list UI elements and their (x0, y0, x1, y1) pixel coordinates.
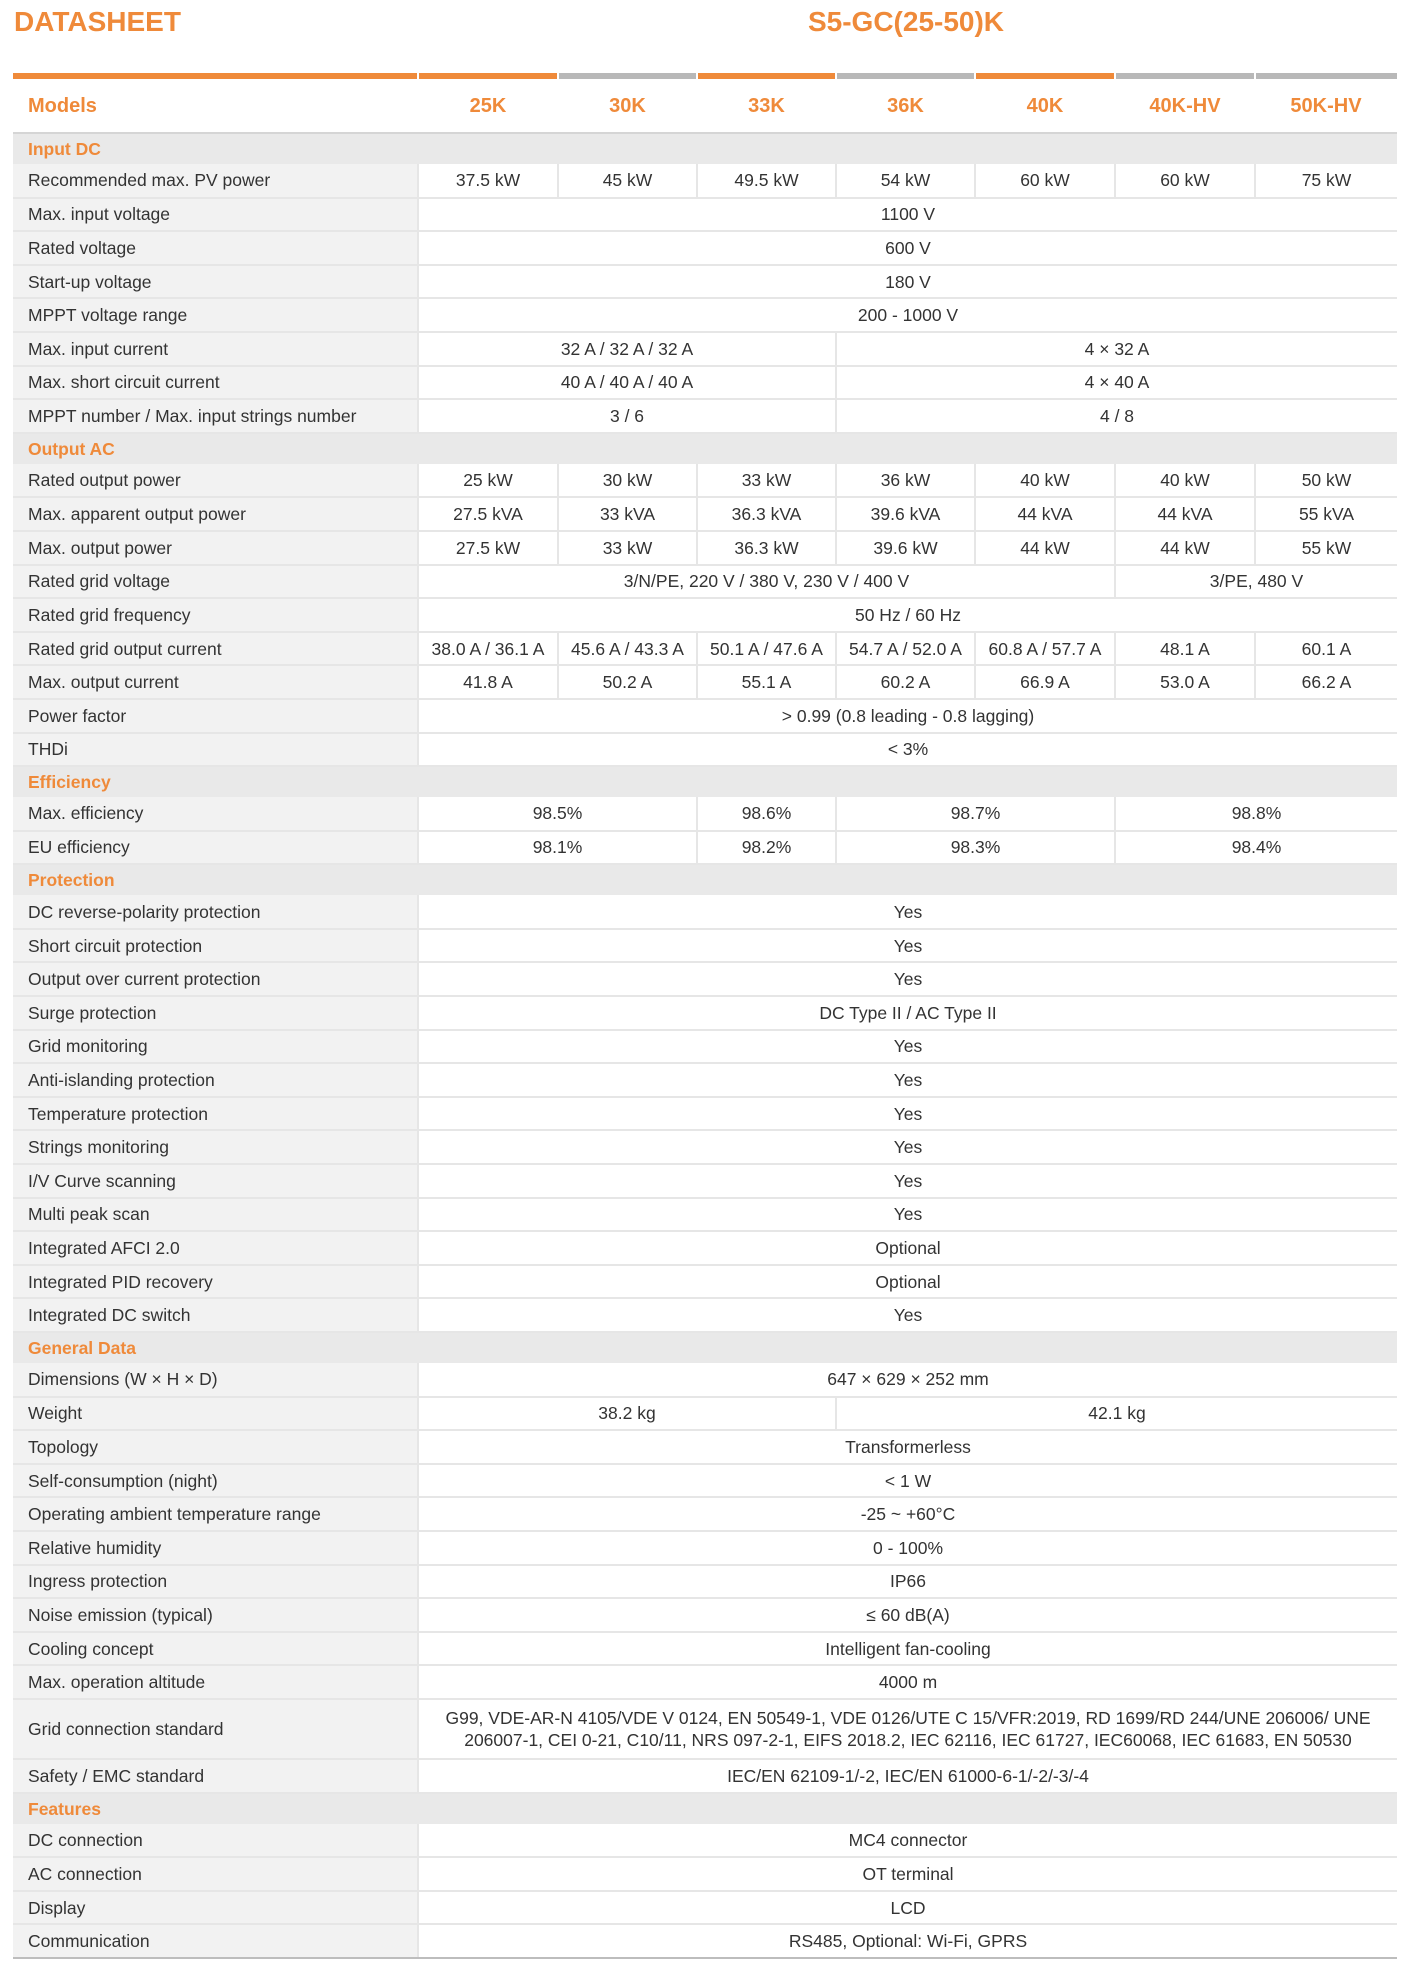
spec-value: G99, VDE-AR-N 4105/VDE V 0124, EN 50549-1, VDE 0126/UTE C 15/VFR:2019, RD 1699/RD 244/UNE 206006/ UNE 206007-1, CEI 0-21, C10/11, NRS 097-2-1, EIFS 2018.2, IEC 62116, IEC 61727, IEC60068, IEC 61683, EN 50530 (418, 1699, 1397, 1759)
spec-row-max-short-circuit-current (13, 366, 1397, 400)
spec-row-rated-grid-output-current (13, 632, 1397, 666)
spec-row-dc-connection (13, 1824, 1397, 1858)
spec-row-display (13, 1891, 1397, 1925)
spec-value: 54.7 A / 52.0 A (836, 632, 975, 666)
spec-row-rated-grid-frequency (13, 598, 1397, 632)
spec-value: 55 kW (1255, 531, 1397, 565)
spec-value: 3/N/PE, 220 V / 380 V, 230 V / 400 V (418, 565, 1115, 599)
spec-value: 98.6% (697, 797, 836, 831)
spec-value: 50.2 A (558, 665, 697, 699)
spec-value: 36.3 kVA (697, 497, 836, 531)
spec-value: 25 kW (418, 464, 558, 498)
spec-row-max-output-current (13, 665, 1397, 699)
spec-row-max-apparent-output-power (13, 497, 1397, 531)
spec-value: 49.5 kW (697, 164, 836, 198)
spec-value: Yes (418, 895, 1397, 929)
spec-row-max-operation-altitude (13, 1665, 1397, 1699)
spec-value: Yes (418, 1097, 1397, 1131)
spec-value: 45 kW (558, 164, 697, 198)
document-title: DATASHEET (14, 6, 181, 37)
section-features (13, 1793, 1397, 1824)
spec-label: Communication (13, 1924, 418, 1958)
spec-value: 44 kW (975, 531, 1115, 565)
spec-value: < 1 W (418, 1464, 1397, 1498)
spec-value: 4 × 32 A (836, 332, 1397, 366)
model-30k: 30K (558, 79, 697, 133)
spec-row-anti-islanding-protection (13, 1063, 1397, 1097)
spec-row-integrated-afci-2-0 (13, 1231, 1397, 1265)
spec-value: 647 × 629 × 252 mm (418, 1363, 1397, 1397)
spec-value: 39.6 kW (836, 531, 975, 565)
spec-value: 98.2% (697, 831, 836, 865)
spec-value: IP66 (418, 1565, 1397, 1599)
spec-value: > 0.99 (0.8 leading - 0.8 lagging) (418, 699, 1397, 733)
spec-value: MC4 connector (418, 1824, 1397, 1858)
model-40k: 40K (975, 79, 1115, 133)
spec-value: 32 A / 32 A / 32 A (418, 332, 836, 366)
spec-value: 50.1 A / 47.6 A (697, 632, 836, 666)
spec-value: 200 - 1000 V (418, 298, 1397, 332)
spec-value: 33 kW (558, 531, 697, 565)
spec-row-communication (13, 1924, 1397, 1958)
model-40k-hv: 40K-HV (1115, 79, 1255, 133)
spec-value: 50 Hz / 60 Hz (418, 598, 1397, 632)
spec-value: 98.5% (418, 797, 697, 831)
spec-row-self-consumption-night (13, 1464, 1397, 1498)
spec-value: 39.6 kVA (836, 497, 975, 531)
spec-label: Relative humidity (13, 1531, 418, 1565)
spec-row-integrated-pid-recovery (13, 1265, 1397, 1299)
spec-value: 98.8% (1115, 797, 1397, 831)
spec-label: Display (13, 1891, 418, 1925)
spec-body (13, 133, 1397, 1958)
spec-row-max-efficiency (13, 797, 1397, 831)
models-header-row (13, 79, 1397, 133)
spec-value: ≤ 60 dB(A) (418, 1598, 1397, 1632)
spec-value: Yes (418, 929, 1397, 963)
spec-label: Max. short circuit current (13, 366, 418, 400)
spec-label: AC connection (13, 1857, 418, 1891)
spec-label: Max. input voltage (13, 198, 418, 232)
spec-row-dc-reverse-polarity-protection (13, 895, 1397, 929)
spec-row-grid-connection-standard (13, 1699, 1397, 1759)
spec-label: Operating ambient temperature range (13, 1497, 418, 1531)
spec-label: Anti-islanding protection (13, 1063, 418, 1097)
spec-value: 1100 V (418, 198, 1397, 232)
spec-value: 0 - 100% (418, 1531, 1397, 1565)
spec-label: Rated voltage (13, 231, 418, 265)
spec-value: IEC/EN 62109-1/-2, IEC/EN 61000-6-1/-2/-3/-4 (418, 1759, 1397, 1793)
spec-row-rated-grid-voltage (13, 565, 1397, 599)
spec-value: 36.3 kW (697, 531, 836, 565)
spec-value: DC Type II / AC Type II (418, 996, 1397, 1030)
section-title: Protection (13, 864, 1397, 895)
spec-row-grid-monitoring (13, 1030, 1397, 1064)
spec-value: 4 × 40 A (836, 366, 1397, 400)
spec-label: MPPT number / Max. input strings number (13, 399, 418, 433)
spec-value: 27.5 kVA (418, 497, 558, 531)
spec-label: I/V Curve scanning (13, 1164, 418, 1198)
spec-label: Short circuit protection (13, 929, 418, 963)
spec-value: Yes (418, 1030, 1397, 1064)
spec-label: Max. efficiency (13, 797, 418, 831)
spec-value: Yes (418, 1063, 1397, 1097)
spec-label: DC connection (13, 1824, 418, 1858)
spec-row-power-factor (13, 699, 1397, 733)
spec-row-ingress-protection (13, 1565, 1397, 1599)
spec-row-noise-emission-typical (13, 1598, 1397, 1632)
spec-label: Grid connection standard (13, 1699, 418, 1759)
spec-row-output-over-current-protection (13, 962, 1397, 996)
spec-value: 50 kW (1255, 464, 1397, 498)
spec-value: 98.3% (836, 831, 1115, 865)
spec-value: Yes (418, 962, 1397, 996)
spec-value: 37.5 kW (418, 164, 558, 198)
spec-label: Recommended max. PV power (13, 164, 418, 198)
datasheet-table (13, 79, 1397, 1959)
spec-label: Self-consumption (night) (13, 1464, 418, 1498)
spec-row-safety-emc-standard (13, 1759, 1397, 1793)
spec-value: 60.8 A / 57.7 A (975, 632, 1115, 666)
spec-row-rated-voltage (13, 231, 1397, 265)
spec-row-short-circuit-protection (13, 929, 1397, 963)
spec-label: Strings monitoring (13, 1130, 418, 1164)
spec-label: Dimensions (W × H × D) (13, 1363, 418, 1397)
spec-value: 33 kW (697, 464, 836, 498)
section-general-data (13, 1332, 1397, 1363)
section-title: Output AC (13, 433, 1397, 464)
spec-value: Intelligent fan-cooling (418, 1632, 1397, 1666)
spec-value: 3/PE, 480 V (1115, 565, 1397, 599)
spec-row-recommended-max-pv-power (13, 164, 1397, 198)
spec-value: 38.0 A / 36.1 A (418, 632, 558, 666)
spec-row-start-up-voltage (13, 265, 1397, 299)
spec-value: 45.6 A / 43.3 A (558, 632, 697, 666)
spec-value: Optional (418, 1231, 1397, 1265)
model-25k: 25K (418, 79, 558, 133)
spec-value: 40 kW (1115, 464, 1255, 498)
spec-row-ac-connection (13, 1857, 1397, 1891)
spec-label: Power factor (13, 699, 418, 733)
spec-row-multi-peak-scan (13, 1198, 1397, 1232)
section-output-ac (13, 433, 1397, 464)
spec-row-weight (13, 1397, 1397, 1431)
section-title: Features (13, 1793, 1397, 1824)
spec-row-i-v-curve-scanning (13, 1164, 1397, 1198)
spec-label: Max. output power (13, 531, 418, 565)
spec-value: 27.5 kW (418, 531, 558, 565)
spec-row-mppt-number-max-input-strings-number (13, 399, 1397, 433)
spec-label: Temperature protection (13, 1097, 418, 1131)
section-title: Input DC (13, 133, 1397, 164)
spec-value: RS485, Optional: Wi-Fi, GPRS (418, 1924, 1397, 1958)
spec-label: Rated grid output current (13, 632, 418, 666)
section-protection (13, 864, 1397, 895)
spec-value: 55 kVA (1255, 497, 1397, 531)
models-label: Models (13, 79, 418, 133)
spec-value: 48.1 A (1115, 632, 1255, 666)
spec-value: 55.1 A (697, 665, 836, 699)
spec-value: 4000 m (418, 1665, 1397, 1699)
spec-value: 42.1 kg (836, 1397, 1397, 1431)
spec-label: Grid monitoring (13, 1030, 418, 1064)
spec-value: 600 V (418, 231, 1397, 265)
spec-label: Ingress protection (13, 1565, 418, 1599)
spec-value: OT terminal (418, 1857, 1397, 1891)
spec-value: 38.2 kg (418, 1397, 836, 1431)
spec-label: Multi peak scan (13, 1198, 418, 1232)
spec-label: Max. input current (13, 332, 418, 366)
spec-value: 98.4% (1115, 831, 1397, 865)
spec-row-dimensions-w-h-d (13, 1363, 1397, 1397)
spec-row-max-output-power (13, 531, 1397, 565)
spec-value: 40 kW (975, 464, 1115, 498)
spec-value: Yes (418, 1164, 1397, 1198)
spec-row-mppt-voltage-range (13, 298, 1397, 332)
spec-value: 180 V (418, 265, 1397, 299)
spec-row-cooling-concept (13, 1632, 1397, 1666)
spec-value: 75 kW (1255, 164, 1397, 198)
spec-row-rated-output-power (13, 464, 1397, 498)
spec-value: 60.1 A (1255, 632, 1397, 666)
spec-label: THDi (13, 733, 418, 767)
spec-value: 66.9 A (975, 665, 1115, 699)
spec-value: 66.2 A (1255, 665, 1397, 699)
spec-row-temperature-protection (13, 1097, 1397, 1131)
spec-label: Output over current protection (13, 962, 418, 996)
spec-label: Surge protection (13, 996, 418, 1030)
spec-label: Rated grid voltage (13, 565, 418, 599)
spec-value: LCD (418, 1891, 1397, 1925)
spec-value: 53.0 A (1115, 665, 1255, 699)
spec-row-max-input-current (13, 332, 1397, 366)
spec-value: 54 kW (836, 164, 975, 198)
spec-label: EU efficiency (13, 831, 418, 865)
section-efficiency (13, 766, 1397, 797)
spec-label: Rated grid frequency (13, 598, 418, 632)
spec-value: 36 kW (836, 464, 975, 498)
section-title: Efficiency (13, 766, 1397, 797)
model-50k-hv: 50K-HV (1255, 79, 1397, 133)
spec-value: 98.7% (836, 797, 1115, 831)
spec-value: 60 kW (975, 164, 1115, 198)
spec-label: Integrated AFCI 2.0 (13, 1231, 418, 1265)
model-series-title: S5-GC(25-50)K (807, 6, 1005, 37)
spec-value: Transformerless (418, 1430, 1397, 1464)
section-input-dc (13, 133, 1397, 164)
spec-value: 40 A / 40 A / 40 A (418, 366, 836, 400)
spec-row-max-input-voltage (13, 198, 1397, 232)
spec-value: 4 / 8 (836, 399, 1397, 433)
spec-value: 33 kVA (558, 497, 697, 531)
spec-label: Max. apparent output power (13, 497, 418, 531)
spec-value: Yes (418, 1198, 1397, 1232)
model-33k: 33K (697, 79, 836, 133)
spec-label: Weight (13, 1397, 418, 1431)
spec-label: Topology (13, 1430, 418, 1464)
spec-label: DC reverse-polarity protection (13, 895, 418, 929)
spec-value: 98.1% (418, 831, 697, 865)
spec-value: 60.2 A (836, 665, 975, 699)
spec-row-eu-efficiency (13, 831, 1397, 865)
spec-label: Cooling concept (13, 1632, 418, 1666)
spec-value: Yes (418, 1130, 1397, 1164)
spec-row-thdi (13, 733, 1397, 767)
spec-row-operating-ambient-temperature-range (13, 1497, 1397, 1531)
model-36k: 36K (836, 79, 975, 133)
spec-label: Max. output current (13, 665, 418, 699)
spec-row-surge-protection (13, 996, 1397, 1030)
spec-value: 60 kW (1115, 164, 1255, 198)
spec-value: 44 kW (1115, 531, 1255, 565)
spec-value: 44 kVA (1115, 497, 1255, 531)
spec-label: Max. operation altitude (13, 1665, 418, 1699)
spec-value: 44 kVA (975, 497, 1115, 531)
spec-value: 3 / 6 (418, 399, 836, 433)
spec-label: MPPT voltage range (13, 298, 418, 332)
spec-label: Safety / EMC standard (13, 1759, 418, 1793)
spec-label: Rated output power (13, 464, 418, 498)
section-title: General Data (13, 1332, 1397, 1363)
spec-label: Integrated PID recovery (13, 1265, 418, 1299)
spec-label: Noise emission (typical) (13, 1598, 418, 1632)
spec-value: 41.8 A (418, 665, 558, 699)
spec-row-relative-humidity (13, 1531, 1397, 1565)
spec-row-strings-monitoring (13, 1130, 1397, 1164)
spec-value: < 3% (418, 733, 1397, 767)
spec-value: 30 kW (558, 464, 697, 498)
spec-label: Integrated DC switch (13, 1298, 418, 1332)
spec-value: Yes (418, 1298, 1397, 1332)
spec-value: Optional (418, 1265, 1397, 1299)
spec-value: -25 ~ +60°C (418, 1497, 1397, 1531)
spec-label: Start-up voltage (13, 265, 418, 299)
spec-row-topology (13, 1430, 1397, 1464)
spec-row-integrated-dc-switch (13, 1298, 1397, 1332)
